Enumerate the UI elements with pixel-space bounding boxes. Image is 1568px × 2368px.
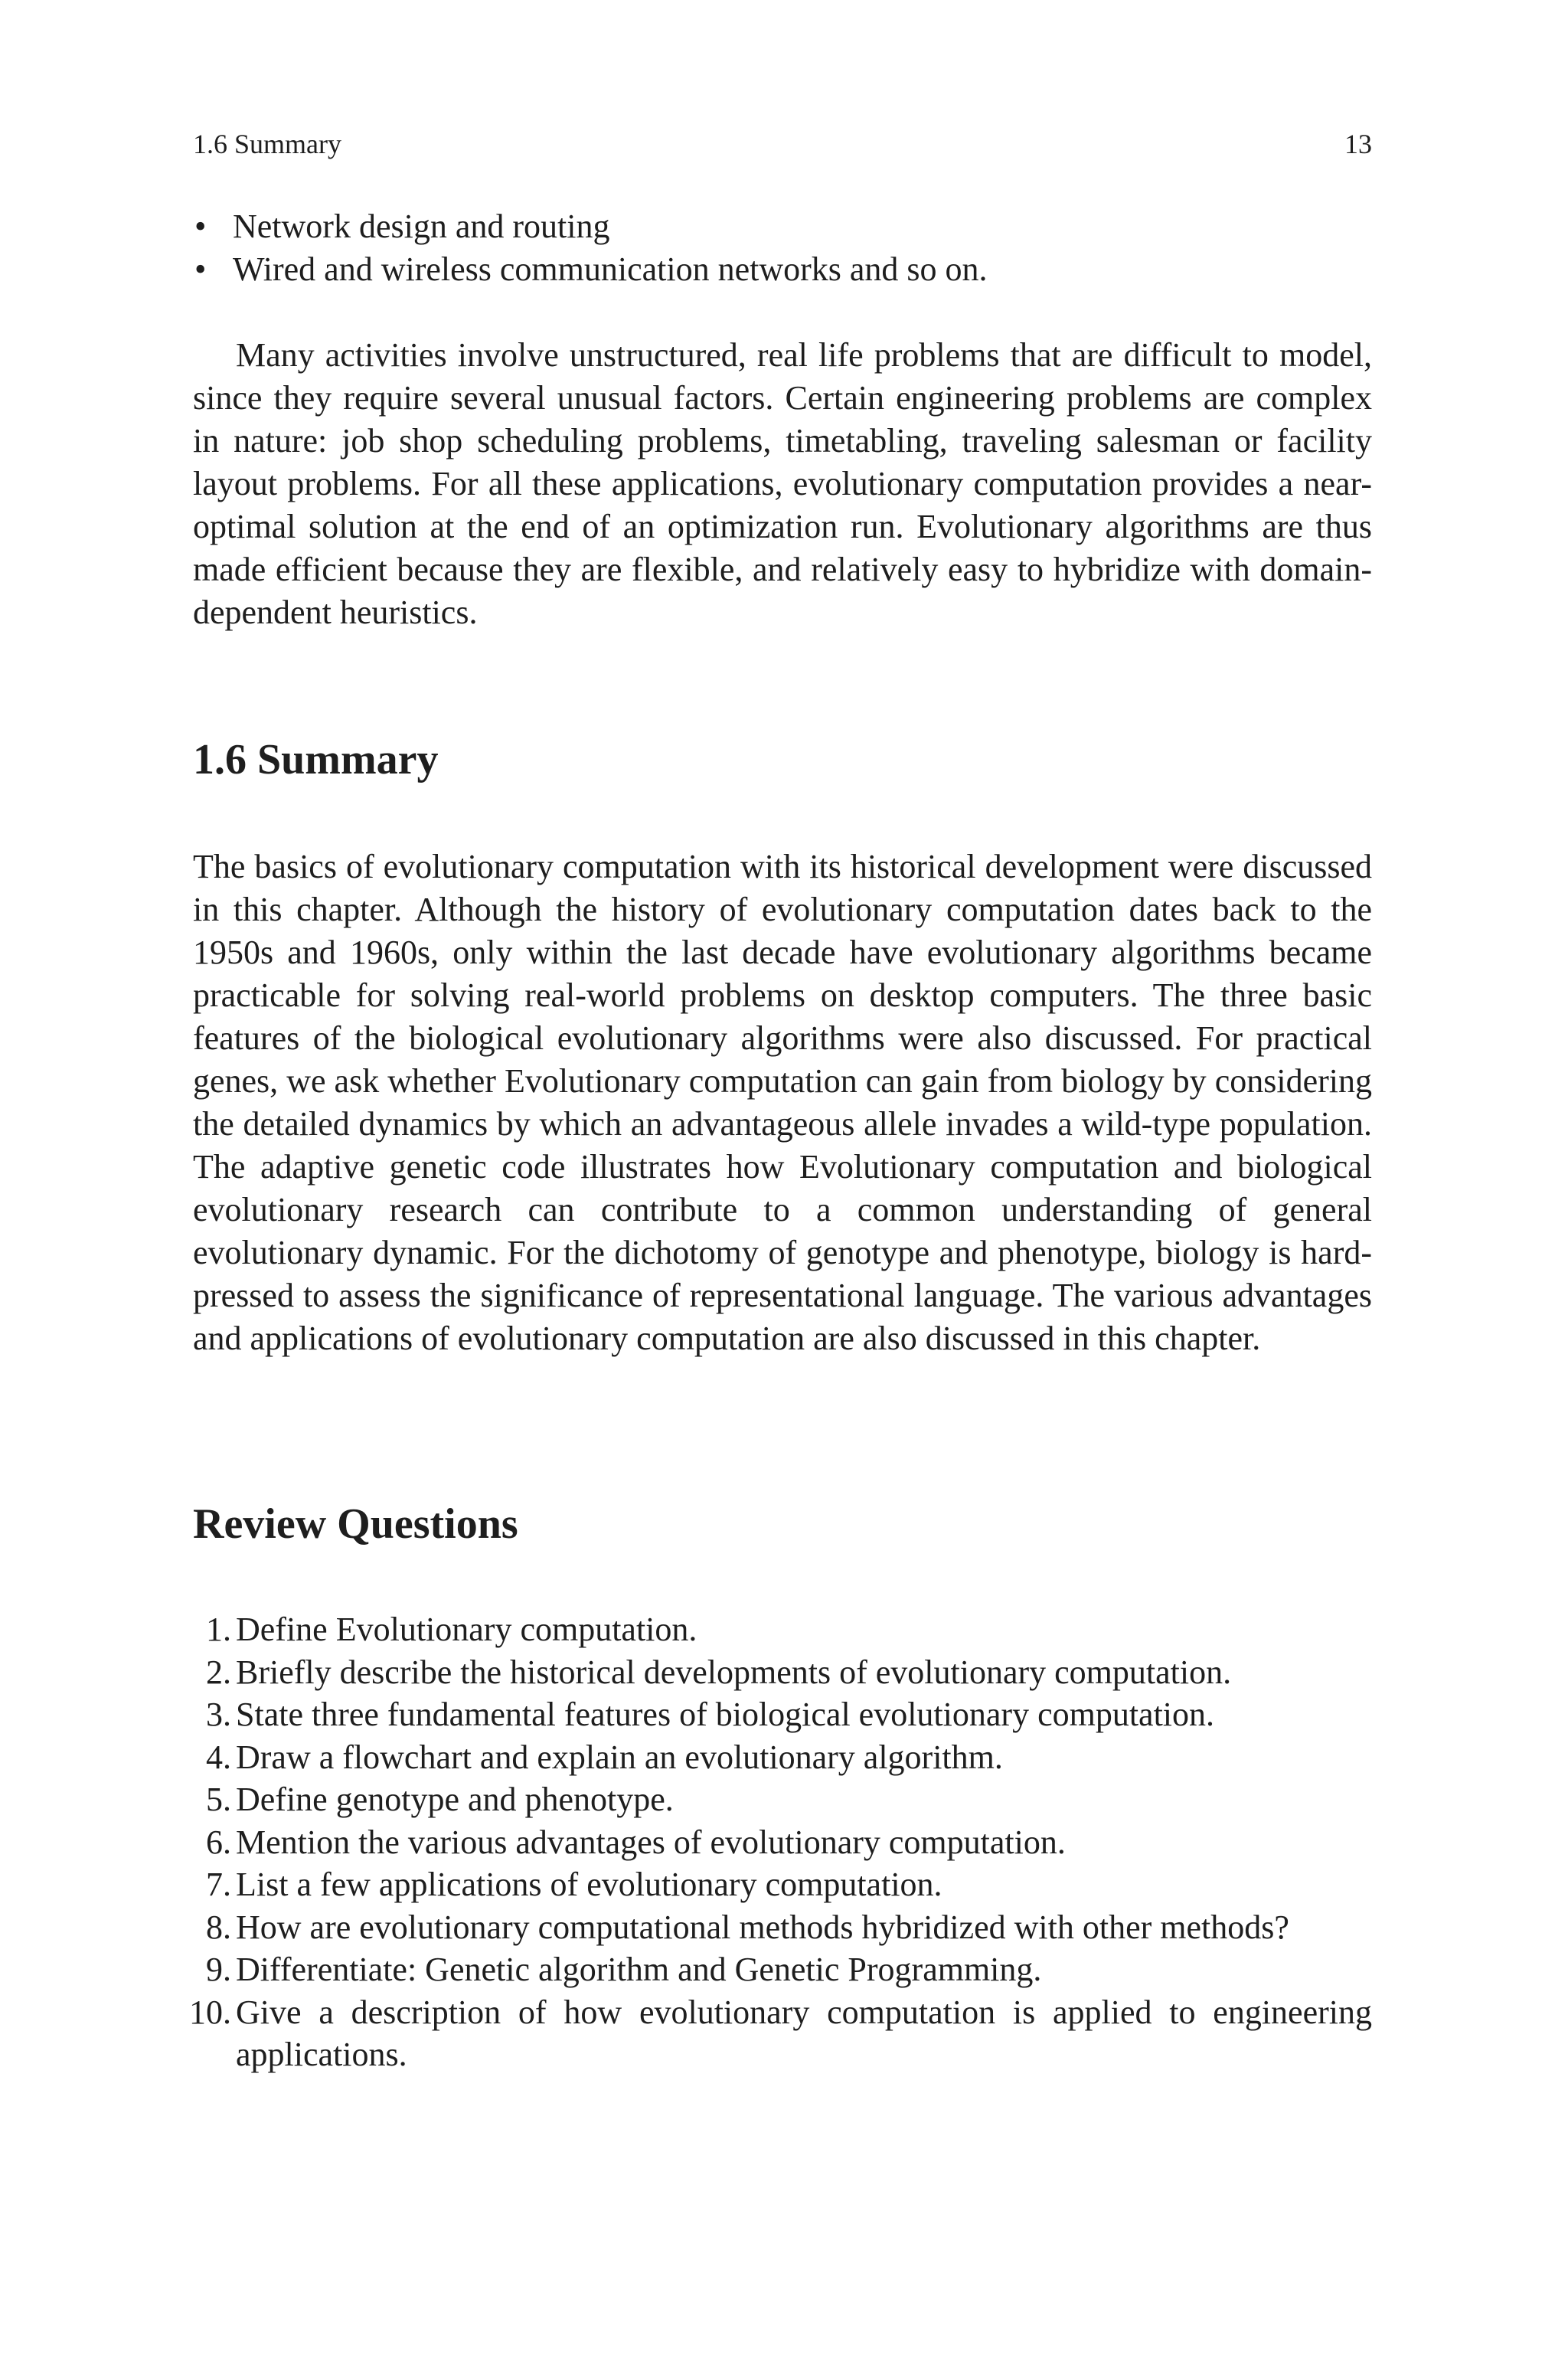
question-text: Define genotype and phenotype. [236, 1781, 674, 1818]
question-text: Differentiate: Genetic algorithm and Genetic Programming. [236, 1951, 1042, 1988]
summary-heading: 1.6 Summary [193, 736, 439, 783]
question-item [193, 1948, 1372, 1991]
question-number: 4. [206, 1738, 231, 1776]
running-head [193, 127, 1372, 161]
question-number: 7. [206, 1866, 231, 1903]
question-item [193, 1778, 1372, 1821]
question-text: Mention the various advantages of evolutionary computation. [236, 1823, 1066, 1861]
bullet-icon: • [194, 250, 207, 288]
question-item [193, 1821, 1372, 1864]
question-item [193, 1863, 1372, 1906]
bullet-text: Network design and routing [233, 208, 610, 245]
question-number: 1. [206, 1611, 231, 1648]
question-number: 2. [206, 1653, 231, 1691]
bullet-icon: • [194, 208, 207, 245]
bullet-text: Wired and wireless communication networks and so on. [233, 250, 988, 288]
question-number: 8. [206, 1908, 231, 1946]
bullet-list [193, 205, 1372, 291]
question-item [193, 1651, 1372, 1694]
question-number: 9. [206, 1951, 231, 1988]
question-text: State three fundamental features of biological evolutionary computation. [236, 1696, 1215, 1733]
review-questions-list [189, 1608, 1372, 2076]
bullet-item [193, 205, 1372, 248]
question-number: 5. [206, 1781, 231, 1818]
bullet-item [193, 248, 1372, 291]
page-number: 13 [1344, 129, 1372, 159]
question-text: Give a description of how evolutionary computation is applied to engineering applications. [236, 1993, 1372, 2073]
question-text: Briefly describe the historical developments of evolutionary computation. [236, 1653, 1232, 1691]
question-item [189, 1991, 1372, 2076]
question-number: 3. [206, 1696, 231, 1733]
question-item [193, 1693, 1372, 1736]
question-text: Define Evolutionary computation. [236, 1611, 697, 1648]
question-item [193, 1906, 1372, 1949]
question-number: 10. [189, 1993, 231, 2031]
question-text: How are evolutionary computational methods hybridized with other methods? [236, 1908, 1289, 1946]
intro-paragraph: Many activities involve unstructured, real life problems that are difficult to model, since they require several unusual factors. Certain engineering problems are complex in nature: job shop scheduling problems, timetabling, traveling salesman or facility layout problems. For all these applications, evolutionary computation provides a near-optimal solution at the end of an optimization run. Evolutionary algorithms are thus made efficient because they are flexible, and relatively easy to hybridize with domain-dependent heuristics. [193, 336, 1372, 631]
question-item [193, 1736, 1372, 1779]
review-questions-heading: Review Questions [193, 1500, 518, 1548]
question-text: List a few applications of evolutionary computation. [236, 1866, 942, 1903]
question-item [193, 1608, 1372, 1651]
question-number: 6. [206, 1823, 231, 1861]
running-head-section: 1.6 Summary [193, 129, 341, 159]
question-text: Draw a flowchart and explain an evolutionary algorithm. [236, 1738, 1003, 1776]
summary-paragraph: The basics of evolutionary computation with its historical development were discussed in this chapter. Although the history of evolutionary computation dates back to the 1950s and 1960s, only within the last decade have evolutionary algorithms became practicable for solving real-world problems on desktop computers. The three basic features of the biological evolutionary algorithms were also discussed. For practical genes, we ask whether Evolutionary computation can gain from biology by considering the detailed dynamics by which an advantageous allele invades a wild-type population. The adaptive genetic code illustrates how Evolutionary computation and biological evolutionary research can contribute to a common understanding of general evolutionary dynamic. For the dichotomy of genotype and phenotype, biology is hard-pressed to assess the significance of representational language. The various advantages and applications of evolutionary computation are also discussed in this chapter. [193, 848, 1372, 1357]
